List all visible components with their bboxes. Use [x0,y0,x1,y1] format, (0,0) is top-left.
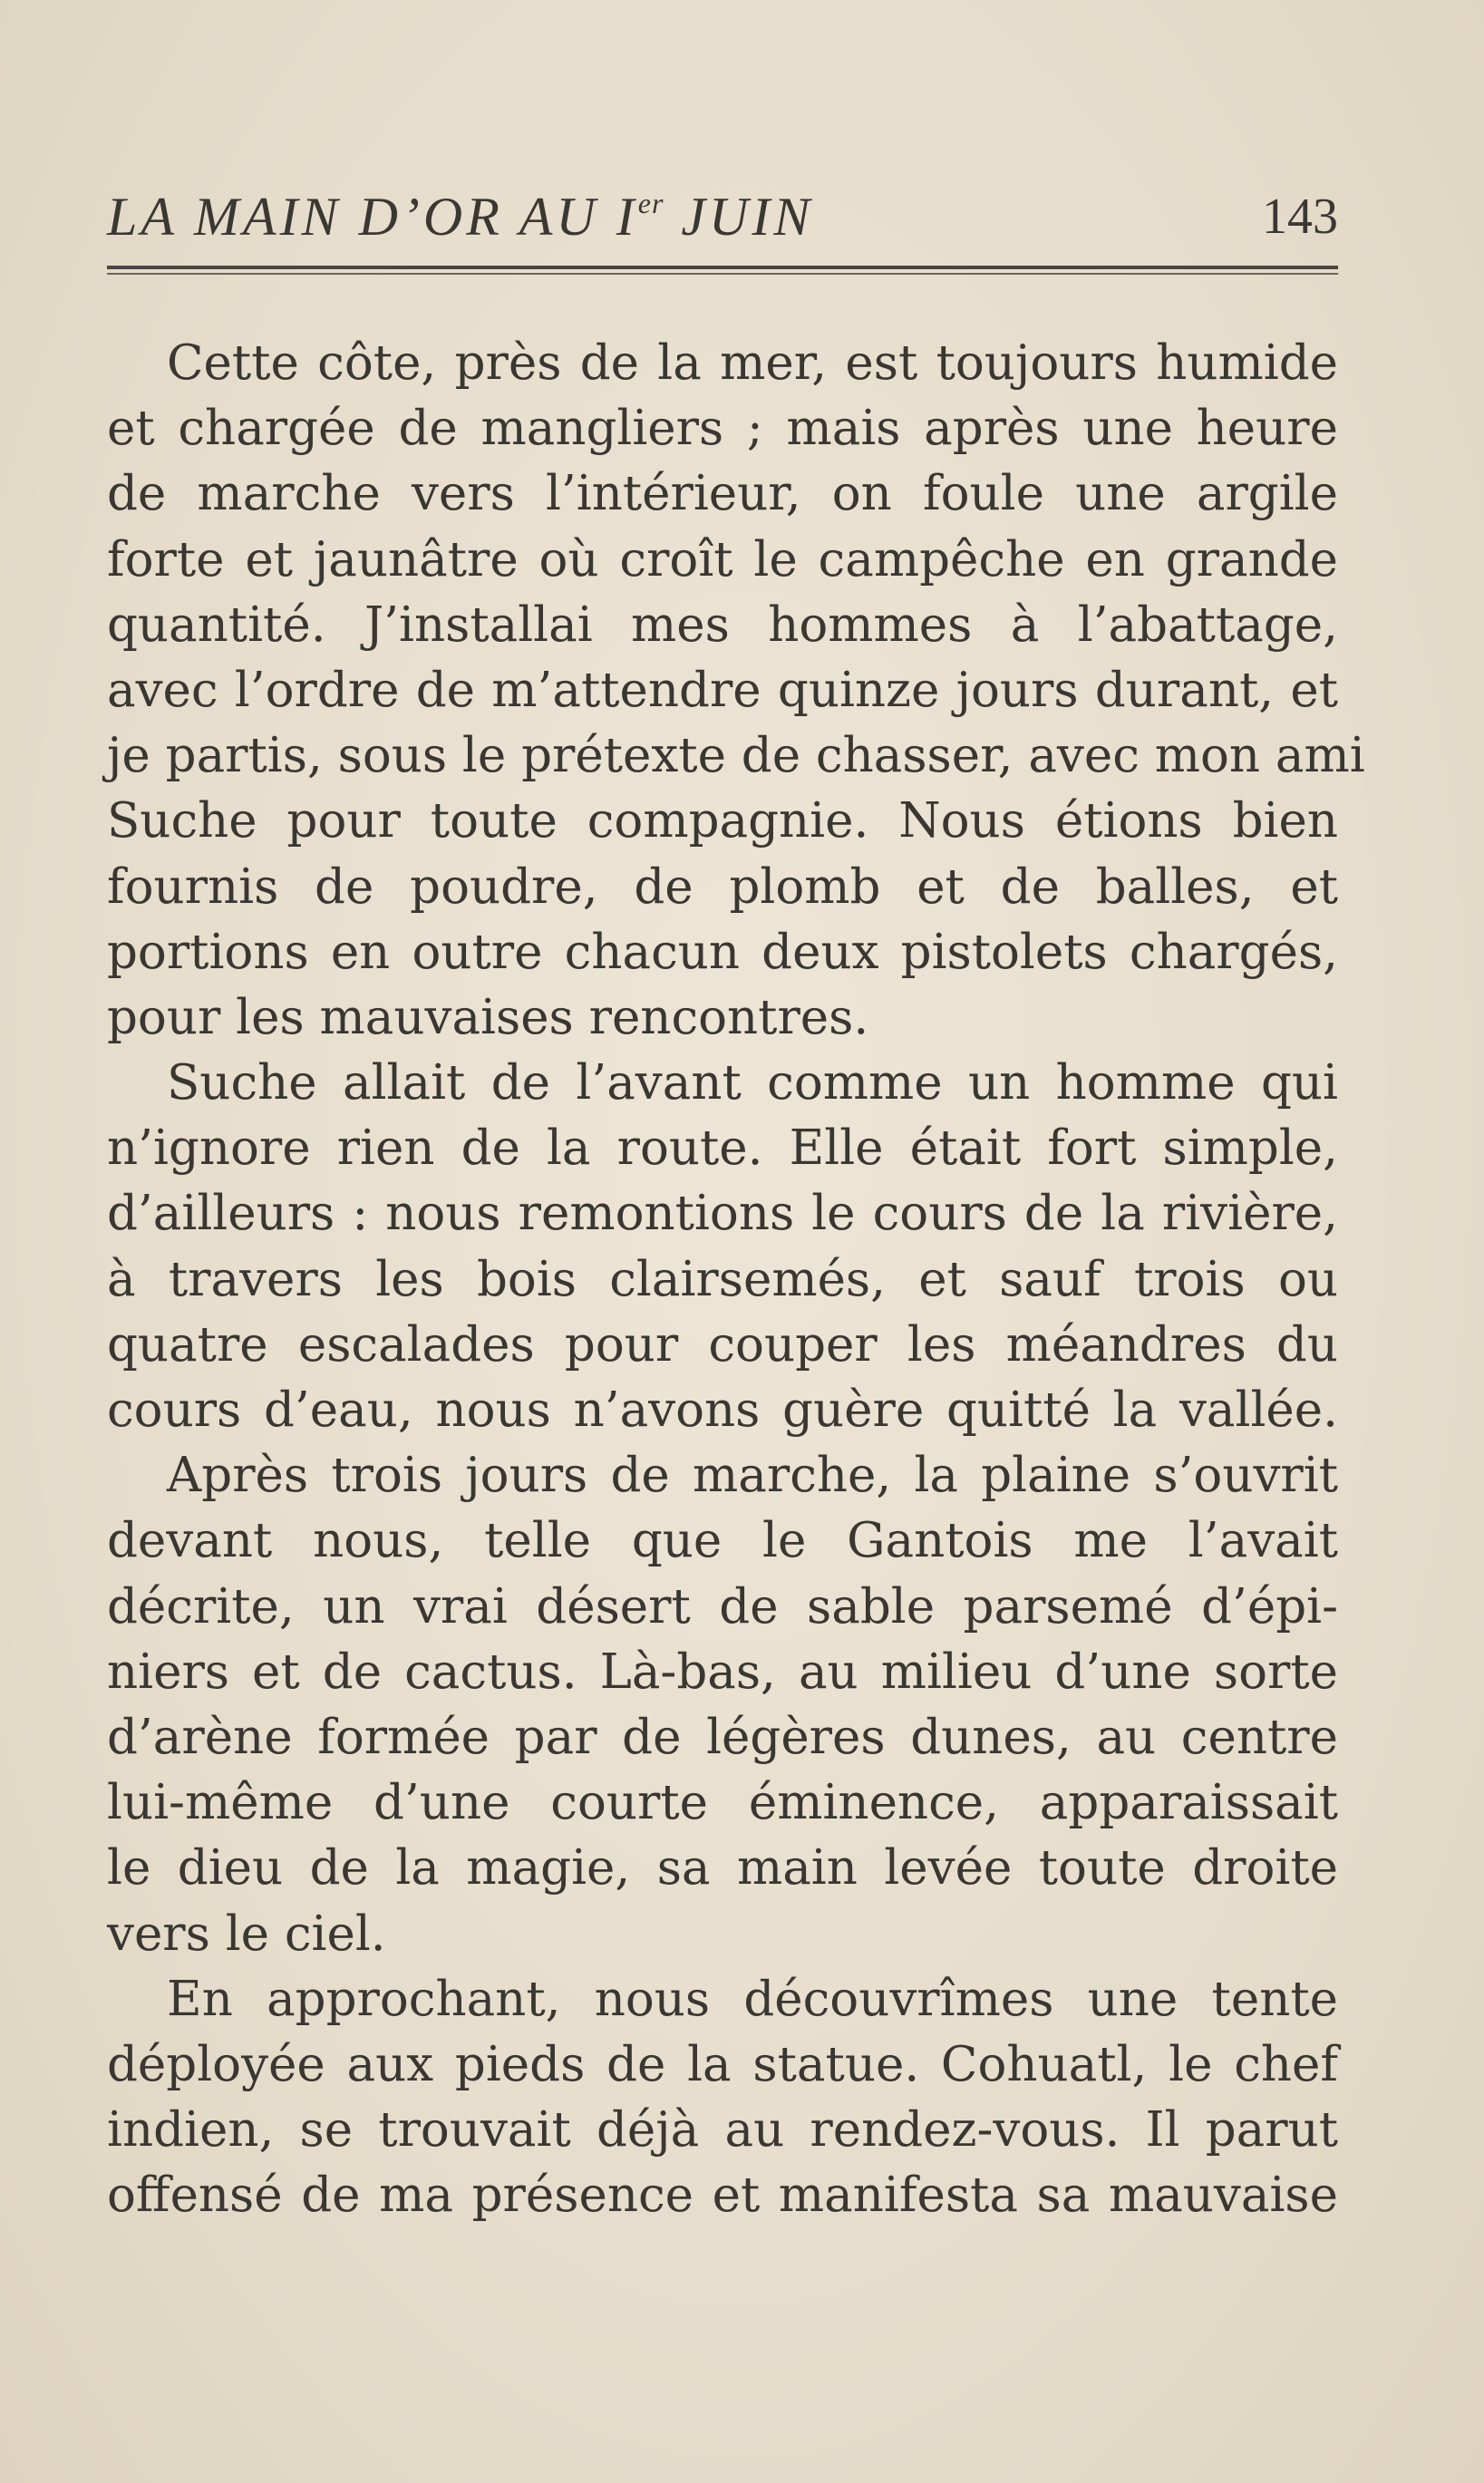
text-line: Suche allait de l’avant comme un homme qui [167,1055,1338,1111]
book-page [107,186,1365,2224]
text-line: d’ailleurs : nous remontions le cours de la rivière, [107,1186,1338,1242]
text-line: En approchant, nous découvrîmes une tente [167,1971,1338,2027]
text-line: et chargée de mangliers ; mais après une heure [107,401,1338,457]
running-title-end: JUIN [664,187,814,247]
text-line: le dieu de la magie, sa main levée toute droite [107,1840,1338,1896]
text-line: fournis de poudre, de plomb et de balles, et [107,858,1338,915]
text-line: décrite, un vrai désert de sable parsemé d’épi- [107,1578,1338,1634]
text-line: forte et jaunâtre où croît le campêche en grande [107,531,1338,587]
text-line: quatre escalades pour couper les méandres du [107,1316,1338,1372]
header-rule-thin [107,273,1338,275]
text-line: déployée aux pieds de la statue. Cohuatl, le chef [107,2036,1338,2092]
text-line: indien, se trouvait déjà au rendez-vous. Il parut [107,2102,1338,2158]
page-number: 143 [1262,189,1338,245]
text-line: quantité. J’installai mes hommes à l’abattage, [107,597,1338,653]
text-line: offensé de ma présence et manifesta sa mauvaise [107,2168,1338,2224]
text-line: Cette côte, près de la mer, est toujours humide [167,335,1338,391]
running-title [107,186,813,248]
text-line: à travers les bois clairsemés, et sauf trois ou [107,1251,1338,1307]
text-line: de marche vers l’intérieur, on foule une argile [107,466,1338,522]
text-line: vers le ciel. [107,1906,386,1962]
text-line: Après trois jours de marche, la plaine s’ouvrit [167,1448,1338,1504]
running-title-text: LA MAIN D’OR AU I [107,187,638,247]
running-head [107,186,1338,251]
text-line: n’ignore rien de la route. Elle était fort simple, [107,1120,1338,1177]
text-line: portions en outre chacun deux pistolets chargés, [107,924,1338,980]
text-line: cours d’eau, nous n’avons guère quitté la vallée. [107,1382,1338,1438]
text-line: devant nous, telle que le Gantois me l’avait [107,1513,1338,1569]
running-title-superscript: er [637,187,664,219]
text-line: Suche pour toute compagnie. Nous étions bien [107,793,1338,849]
text-line: lui-même d’une courte éminence, apparaissait [107,1775,1338,1831]
text-line: d’arène formée par de légères dunes, au centre [107,1709,1338,1765]
text-line: avec l’ordre de m’attendre quinze jours durant, et [107,662,1338,718]
text-line: je partis, sous le prétexte de chasser, avec mon ami [107,728,1365,784]
text-line: pour les mauvaises rencontres. [107,989,869,1045]
header-rule [107,266,1338,269]
text-line: niers et de cactus. Là-bas, au milieu d’une sorte [107,1644,1338,1700]
body-text [107,331,1365,2228]
